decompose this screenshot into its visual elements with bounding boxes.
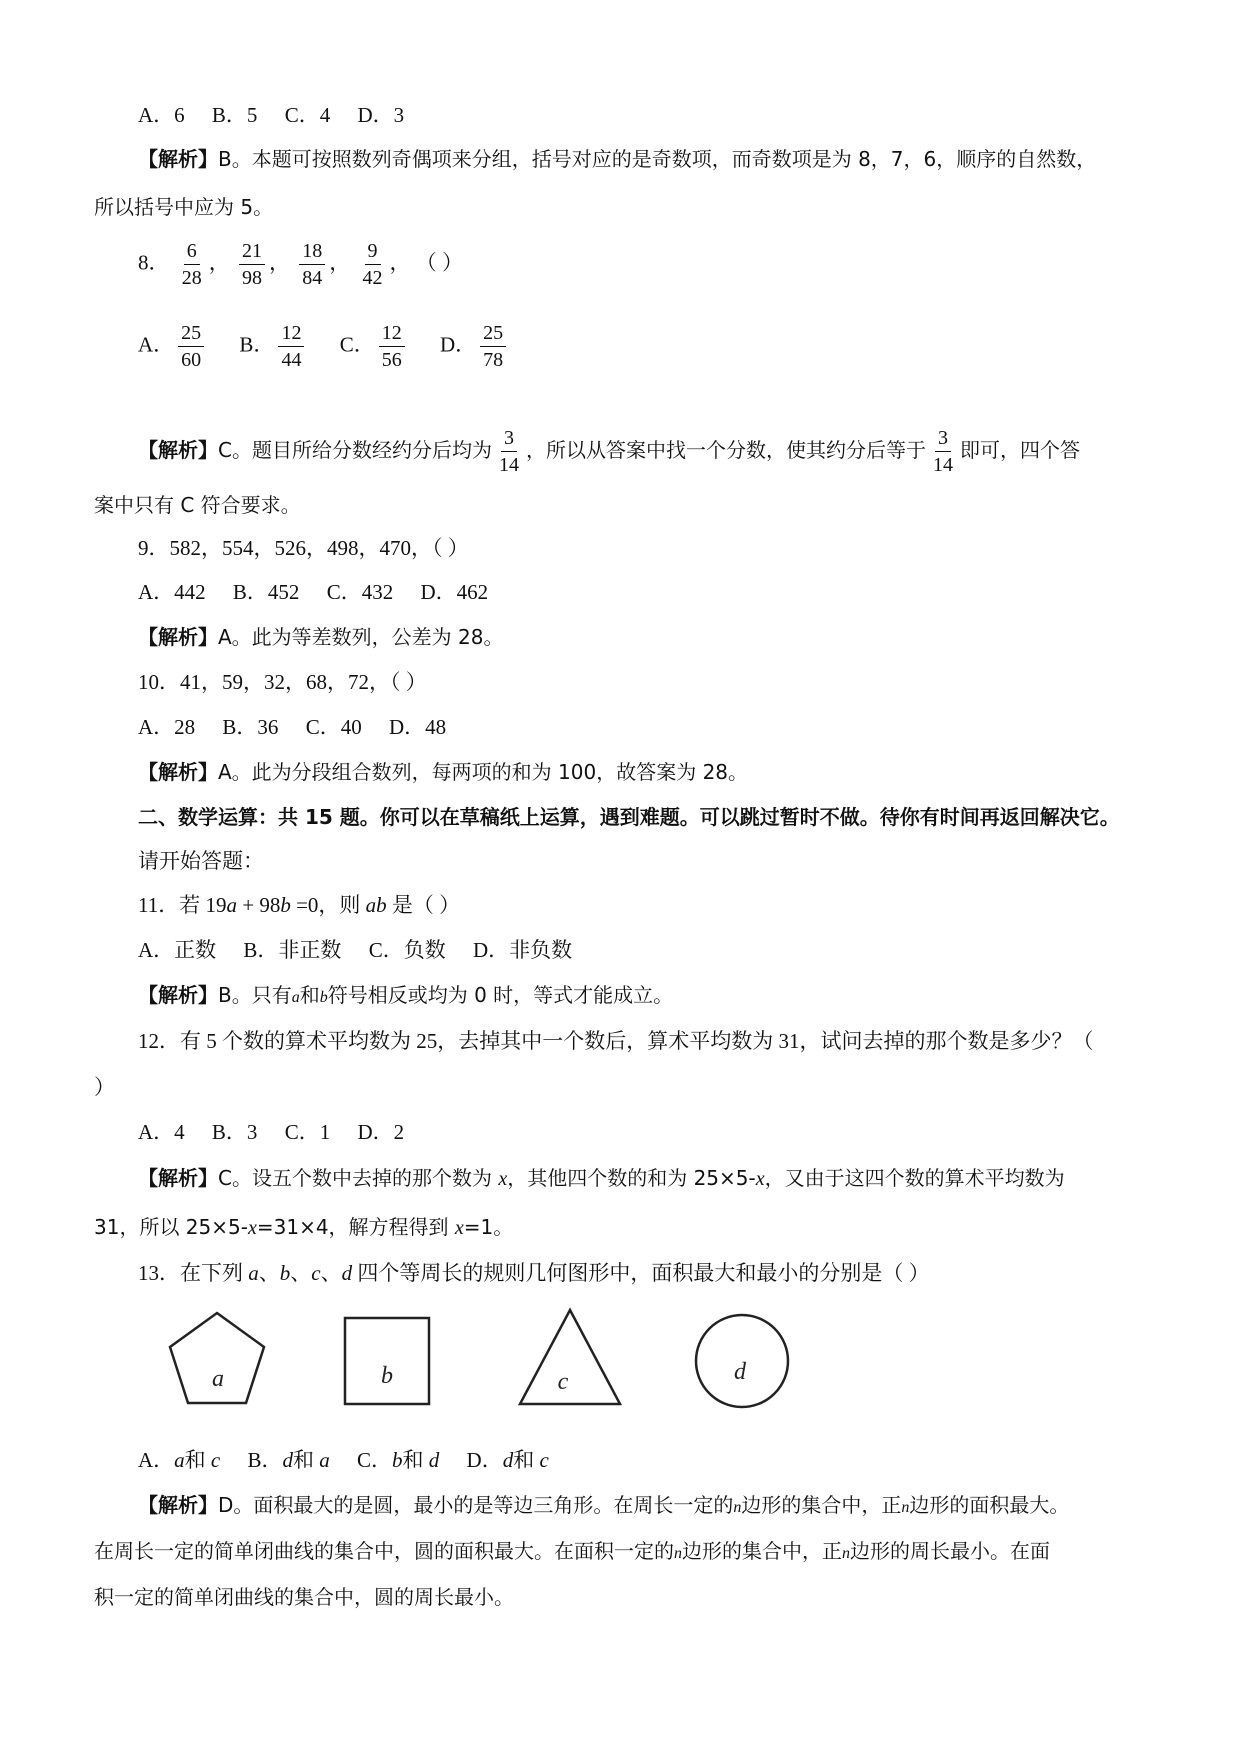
q13-option-a: A．a和 c <box>138 1448 221 1472</box>
section-heading: 二、数学运算：共 15 题。你可以在草稿纸上运算，遇到难题。可以跳过暂时不做。待你有时间再返回解决它。 <box>138 805 1120 829</box>
q8-option-b: B． $\frac{12}{44}$ <box>239 320 308 373</box>
q9-explanation: 【解析】A。此为等差数列，公差为 28。 <box>138 625 504 649</box>
q12-explanation-line1: 【解析】C。设五个数中去掉的那个数为 x，其他四个数的和为 25×5-x，又由于这四个数的算术平均数为 <box>138 1166 1065 1190</box>
explanation-tag: 【解析】 <box>138 1493 218 1517</box>
q11-option-b: B．非正数 <box>243 938 342 962</box>
square-figure <box>345 1318 429 1404</box>
q12-option-a: A．4 <box>138 1120 185 1144</box>
q12-option-d: D．2 <box>357 1120 405 1144</box>
q8-explanation-line1: 【解析】C。题目所给分数经约分后均为 $\frac{3}{14}$ ，所以从答案中找一个分数，使其约分后等于 $\frac{3}{14}$ 即可，四个答 <box>138 427 1080 476</box>
q13-stem: 13．在下列 a、b、c、d 四个等周长的规则几何图形中，面积最大和最小的分别是（ ） <box>138 1261 930 1285</box>
figure-label-a: a <box>212 1366 224 1392</box>
q11-option-a: A．正数 <box>138 938 217 962</box>
q7-option-b: B．5 <box>211 103 258 127</box>
q12-stem-line1: 12．有 5 个数的算术平均数为 25，去掉其中一个数后，算术平均数为 31，试问去掉的那个数是多少？（ <box>138 1029 1094 1053</box>
q13-option-c: C．b和 d <box>357 1448 440 1472</box>
q8-fraction-3: $\frac{18}{84}$ <box>299 238 325 291</box>
q10-option-d: D．48 <box>388 715 447 739</box>
q9-stem: 9．582，554，526，498，470，（ ） <box>138 536 469 560</box>
q9-option-c: C．432 <box>326 580 394 604</box>
explanation-tag: 【解析】 <box>138 438 218 462</box>
q7-option-d: D．3 <box>357 103 405 127</box>
q10-options <box>138 712 468 742</box>
circle-figure <box>696 1315 788 1407</box>
figure-label-c: c <box>557 1369 569 1395</box>
q8-explanation-line2: 案中只有 C 符合要求。 <box>94 493 301 517</box>
q7-option-c: C．4 <box>284 103 331 127</box>
question-number: 8． <box>138 250 170 275</box>
answer-blank: （ ） <box>415 250 463 275</box>
explanation-tag: 【解析】 <box>138 983 218 1007</box>
q12-options <box>138 1117 426 1147</box>
q10-option-b: B．36 <box>222 715 279 739</box>
explanation-tag: 【解析】 <box>138 760 218 784</box>
q11-option-c: C．负数 <box>368 938 446 962</box>
q10-option-a: A．28 <box>138 715 196 739</box>
q13-explanation-line3: 积一定的简单闭曲线的集合中，圆的周长最小。 <box>94 1585 514 1609</box>
q12-stem-line2: ） <box>94 1075 115 1099</box>
q9-option-a: A．442 <box>138 580 206 604</box>
q7-explanation-line1 <box>138 144 1096 174</box>
q13-option-b: B．d和 a <box>247 1448 330 1472</box>
q11-stem: 11．若 19a + 98b =0，则 ab 是（ ） <box>138 893 461 917</box>
q12-option-b: B．3 <box>211 1120 258 1144</box>
q8-option-a: A． $\frac{25}{60}$ <box>138 320 208 373</box>
q7-explanation-text: B。本题可按照数列奇偶项来分组，括号对应的是奇数项，而奇数项是为 8，7，6，顺序的自然数， <box>218 147 1097 171</box>
q7-options <box>138 100 426 130</box>
explanation-tag: 【解析】 <box>138 1166 218 1190</box>
explanation-tag: 【解析】 <box>138 625 218 649</box>
q10-option-c: C．40 <box>305 715 362 739</box>
q9-option-d: D．462 <box>420 580 489 604</box>
q8-options <box>138 320 536 373</box>
q9-options <box>138 577 510 607</box>
q7-option-a: A．6 <box>138 103 185 127</box>
q10-stem: 10．41，59，32，68，72，（ ） <box>138 670 427 694</box>
q13-explanation-line1: 【解析】D。面积最大的是圆，最小的是等边三角形。在周长一定的n边形的集合中，正n边形的面积最大。 <box>138 1493 1070 1517</box>
section-prompt: 请开始答题： <box>138 849 264 873</box>
pentagon-figure <box>170 1313 264 1403</box>
q12-explanation-line2: 31，所以 25×5-x=31×4，解方程得到 x=1。 <box>94 1215 514 1239</box>
q8-stem: 8． $\frac{6}{28}$ ， $\frac{21}{98}$ ， $\frac{18}{84}$ ， $\frac{9}{42}$ ， （ ） <box>138 240 463 289</box>
q10-explanation: 【解析】A。此为分段组合数列，每两项的和为 100，故答案为 28。 <box>138 760 749 784</box>
explanation-tag: 【解析】 <box>138 147 218 171</box>
q13-options <box>138 1445 571 1475</box>
q7-explanation-line2: 所以括号中应为 5。 <box>94 195 274 219</box>
q8-explanation-fraction-1: $\frac{3}{14}$ <box>498 427 519 476</box>
q8-option-c: C． $\frac{12}{56}$ <box>340 320 409 373</box>
q12-option-c: C．1 <box>284 1120 331 1144</box>
q11-options <box>138 935 594 965</box>
q8-explanation-fraction-2: $\frac{3}{14}$ <box>932 427 953 476</box>
figure-label-d: d <box>734 1359 746 1385</box>
q11-explanation: 【解析】B。只有a和b符号相反或均为 0 时，等式才能成立。 <box>138 983 674 1007</box>
q13-figures <box>160 1305 820 1430</box>
q8-fraction-2: $\frac{21}{98}$ <box>239 238 265 291</box>
q8-fraction-4: $\frac{9}{42}$ <box>362 240 383 289</box>
q8-fraction-1: $\frac{6}{28}$ <box>181 240 202 289</box>
figure-label-b: b <box>381 1363 393 1389</box>
q8-option-d: D． $\frac{25}{78}$ <box>440 320 510 373</box>
q13-explanation-line2: 在周长一定的简单闭曲线的集合中，圆的面积最大。在面积一定的n边形的集合中，正n边形的周长最小。在面 <box>94 1539 1050 1563</box>
q11-option-d: D．非负数 <box>472 938 573 962</box>
q9-option-b: B．452 <box>232 580 300 604</box>
triangle-figure <box>520 1310 620 1404</box>
q13-option-d: D．d和 c <box>466 1448 549 1472</box>
